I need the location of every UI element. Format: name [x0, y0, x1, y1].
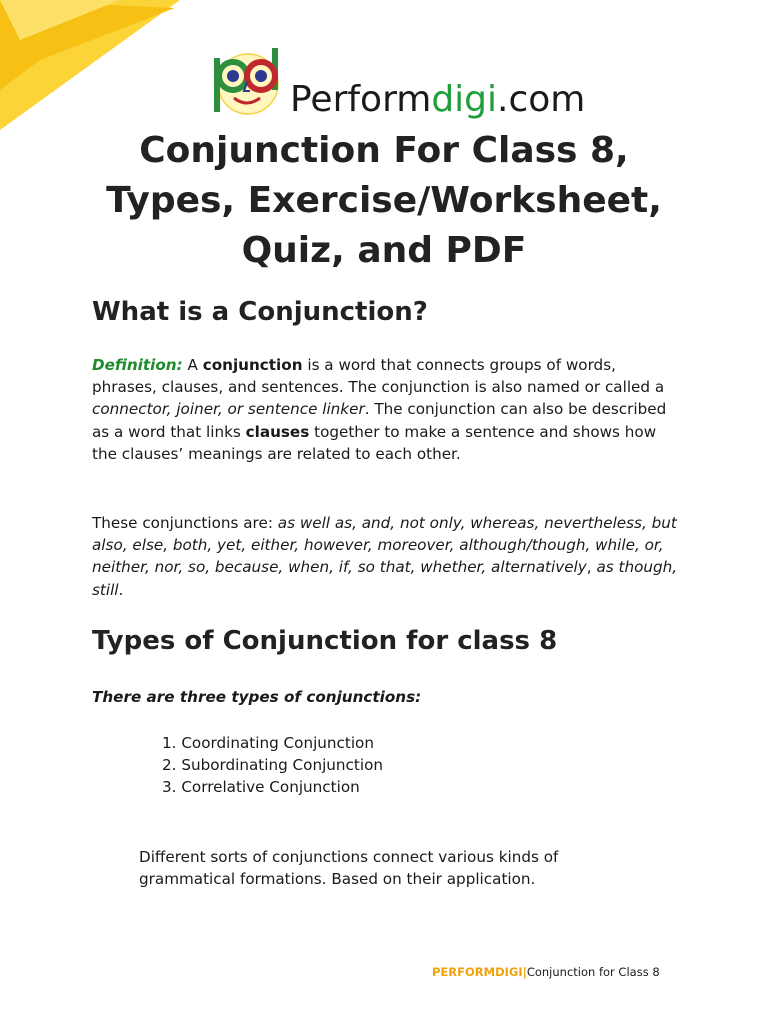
brand-suffix: .com [497, 79, 586, 120]
definition-text-c: . The conjunction can also be described as a word that links [92, 400, 667, 441]
types-intro: There are three types of conjunctions: [92, 688, 422, 706]
brand-highlight: digi [431, 79, 498, 120]
definition-text-a: A [182, 356, 203, 374]
brand-prefix: Perform [290, 79, 432, 120]
heading-types-of-conjunction: Types of Conjunction for class 8 [92, 626, 558, 656]
page-footer [432, 964, 660, 980]
term-clauses: clauses [245, 422, 310, 441]
page-title [0, 126, 768, 276]
footer-brand: PERFORMDIGI [432, 965, 523, 979]
examples-list: as well as, and, not only, whereas, nevertheless, but also, else, both, yet, either, however, moreover, although/though, while, or, neither, nor, so, because, when, if, so that, whether, alternatively [92, 514, 677, 577]
heading-what-is-conjunction: What is a Conjunction? [92, 297, 428, 327]
closing-paragraph: Different sorts of conjunctions connect various kinds of grammatical formations. Based on their application. [139, 848, 559, 889]
title-line-3: Quiz, and PDF [241, 230, 527, 271]
title-line-1: Conjunction For Class 8, [139, 130, 629, 171]
definition-text-b: is a word that connects groups of words, phrases, clauses, and sentences. The conjunction is also named or called a [92, 356, 665, 397]
yellow-corner-decoration [0, 0, 180, 130]
term-conjunction: conjunction [202, 356, 303, 374]
definition-text-d: together to make a sentence and shows how the clauses’ meanings are related to each other. [92, 422, 657, 463]
types-list [162, 732, 383, 798]
definition-paragraph [92, 354, 682, 465]
definition-label: Definition: [92, 356, 183, 374]
footer-separator: | [522, 965, 527, 979]
examples-lead: These conjunctions are: [92, 514, 278, 532]
footer-doc-title: Conjunction for Class 8 [526, 965, 660, 979]
examples-paragraph [92, 512, 682, 601]
list-item: 1. Coordinating Conjunction [162, 734, 374, 752]
title-line-2: Types, Exercise/Worksheet, [106, 180, 662, 221]
brand-name [290, 78, 585, 122]
examples-end: . [118, 580, 124, 599]
examples-list-end: as though, still [92, 558, 678, 599]
examples-separator: , [586, 558, 597, 577]
list-item: 3. Correlative Conjunction [162, 778, 360, 796]
list-item: 2. Subordinating Conjunction [162, 756, 383, 774]
definition-synonyms: connector, joiner, or sentence linker [92, 400, 365, 419]
pd-smiley-face-logo-icon [206, 44, 296, 118]
